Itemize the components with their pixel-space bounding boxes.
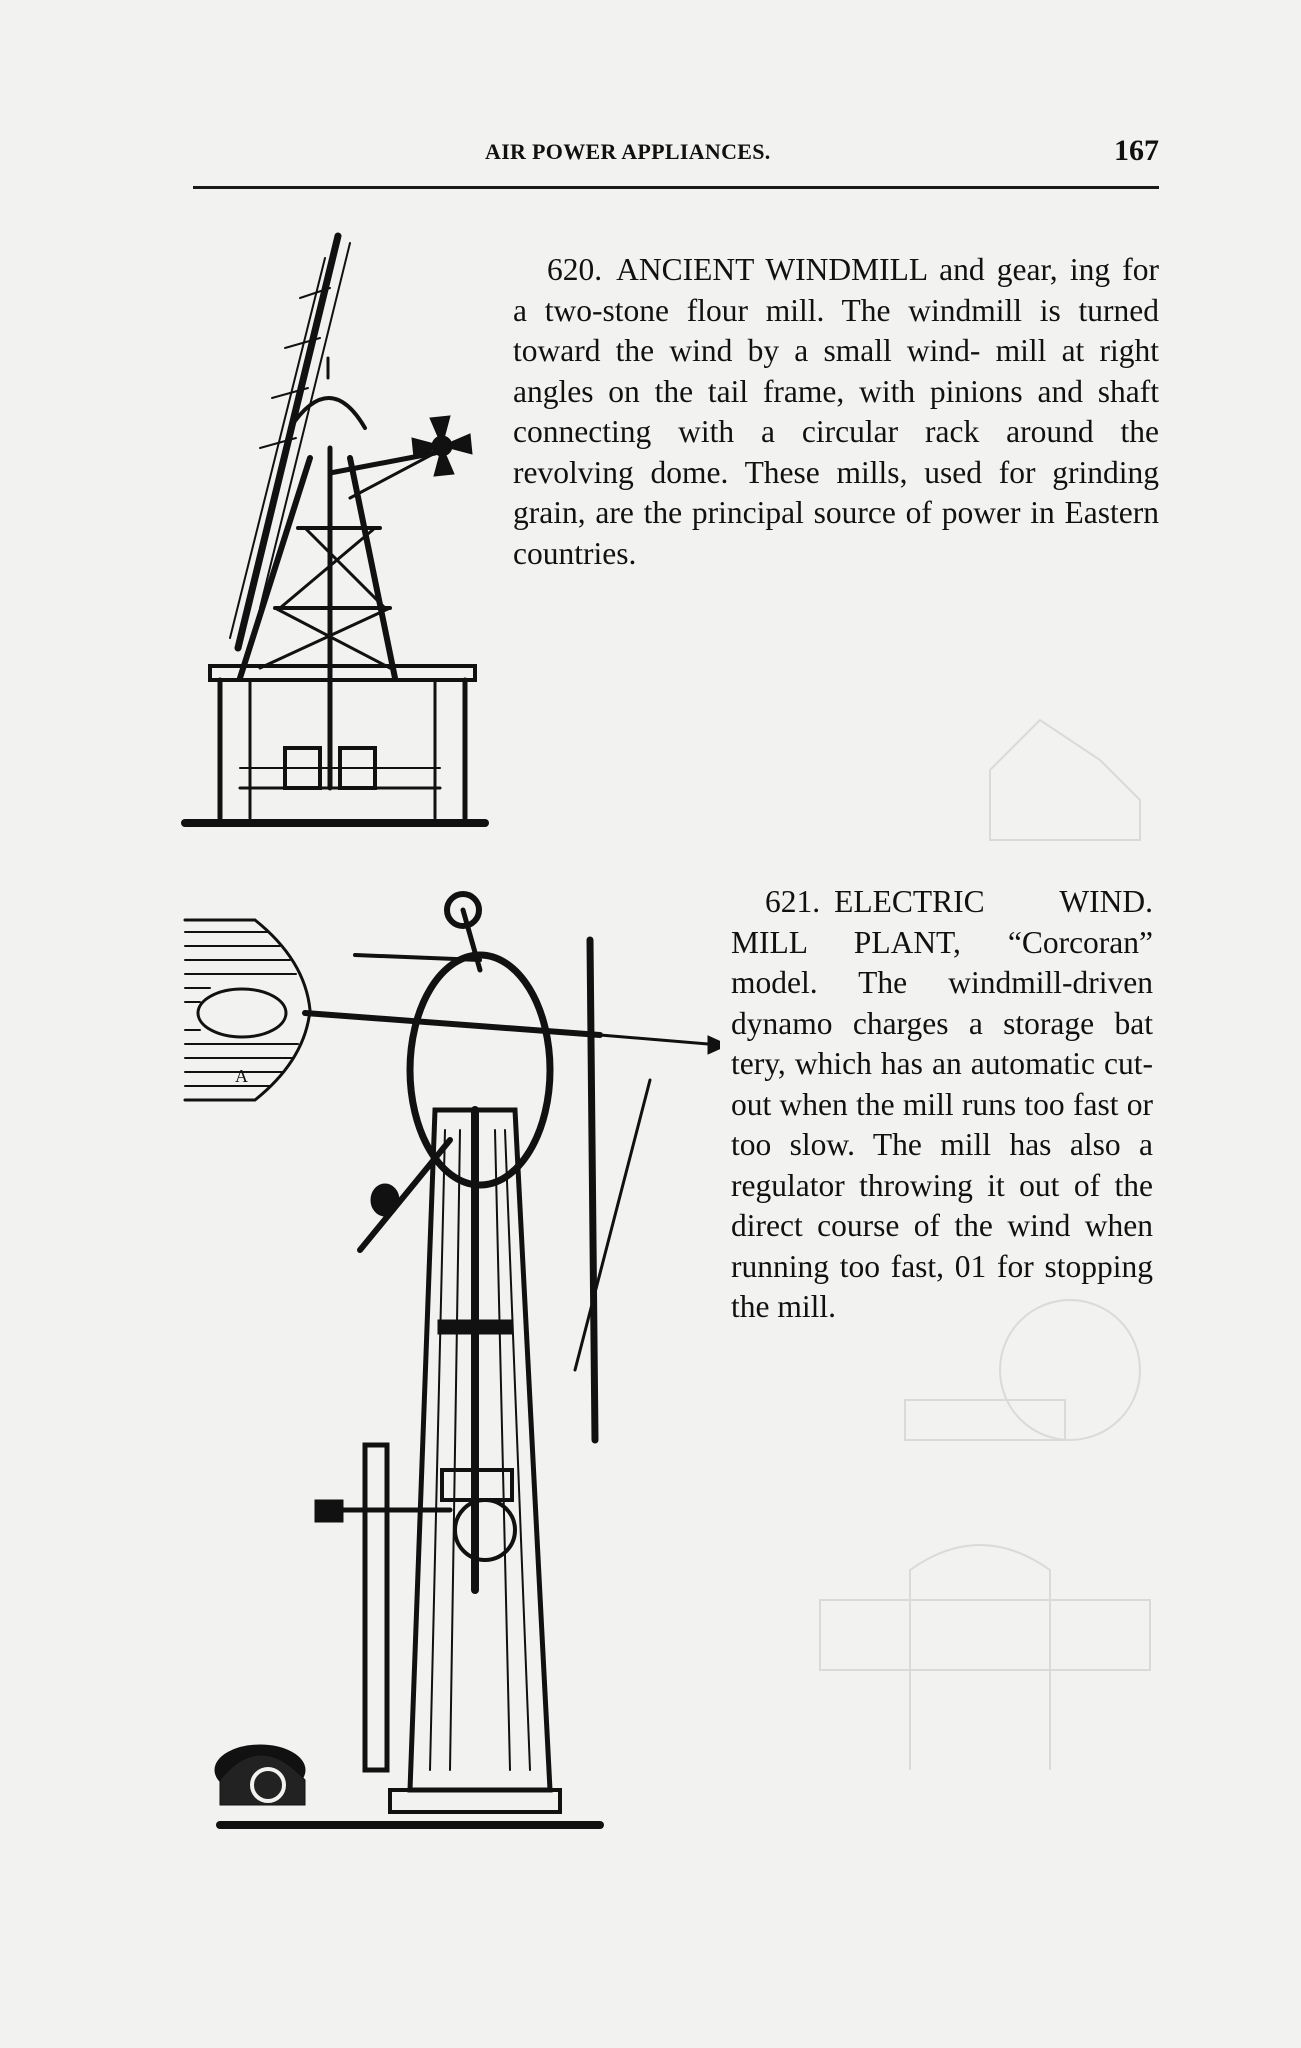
- running-header: AIR POWER APPLIANCES.: [485, 139, 771, 164]
- page-number: 167: [1114, 134, 1159, 167]
- electric-windmill-drawing: [180, 870, 720, 1860]
- entry-620-text: ANCIENT WINDMILL and gear, ing for a two-stone flour mill. The windmill is turned toward the wind by a small wind- mill at right angles on the tail frame, with pinions and shaft connecting with a circular rack around the revolving dome. These mills, used for grinding grain, are the principal source of power in Eastern countries.: [513, 252, 1159, 571]
- entry-621-text: ELECTRIC WIND. MILL PLANT, “Corcoran” model. The windmill-driven dynamo charges a storage bat tery, which has an automatic cut-out when the mill runs too fast or too slow. The mill has also a regulator throwing it out of the direct course of the wind when running too fast, 01 for stopping the mill.: [731, 884, 1153, 1324]
- entry-621: [731, 882, 1153, 1328]
- figure-621-electric-windmill: [180, 870, 720, 1860]
- entry-620-number: 620.: [547, 252, 603, 287]
- bleed-through-art: [980, 700, 1160, 862]
- bleed-machine-sketch: [800, 1530, 1160, 1790]
- ancient-windmill-drawing: [180, 228, 500, 838]
- entry-621-number: 621.: [765, 884, 821, 919]
- bleed-through-art: [800, 1530, 1160, 1802]
- header-rule: [193, 186, 1159, 189]
- entry-620: [513, 250, 1159, 574]
- figure-620-windmill: [180, 228, 500, 838]
- figure-621-letter: A: [235, 1066, 248, 1086]
- bleed-house-sketch: [980, 700, 1160, 850]
